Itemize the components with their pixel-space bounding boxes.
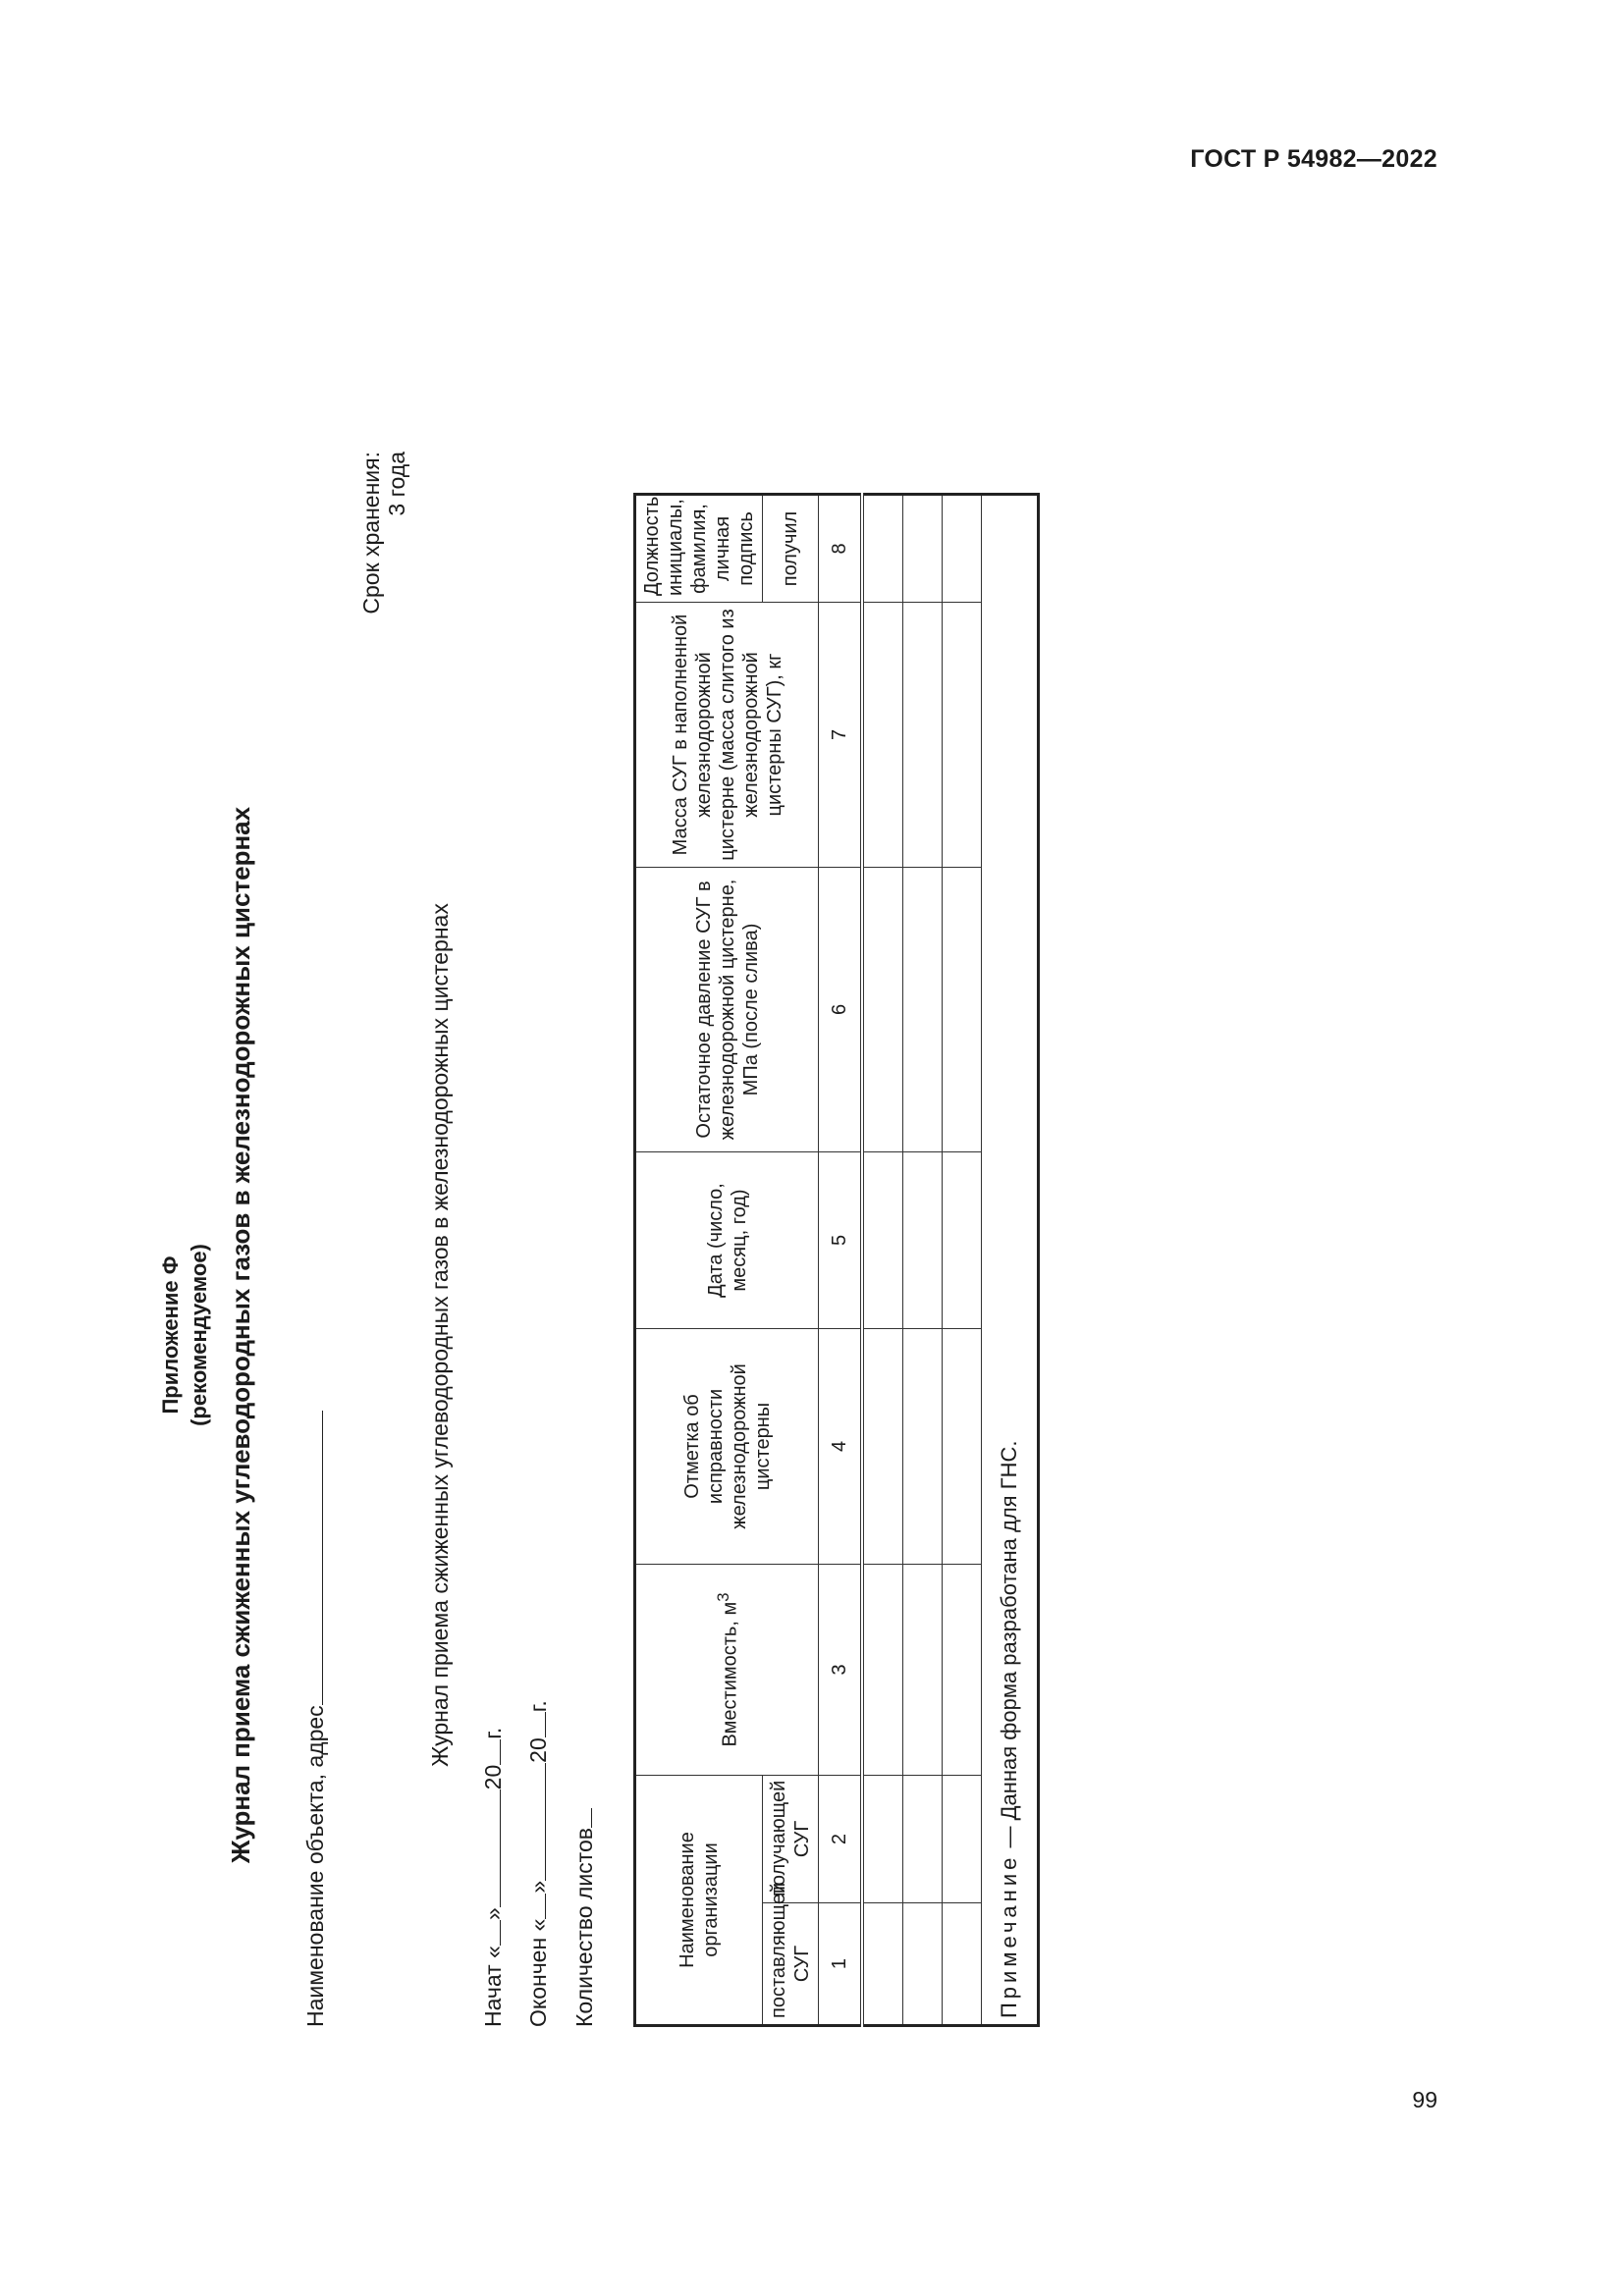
table-cell bbox=[903, 602, 943, 867]
table-cell bbox=[943, 1775, 982, 1902]
end-quote-close: » bbox=[525, 1880, 551, 1894]
form-title: Журнал приема сжиженных углеводородных газов в железнодорожных цистернах bbox=[226, 806, 255, 1864]
start-year-prefix: 20 bbox=[480, 1764, 506, 1790]
standard-code: ГОСТ Р 54982—2022 bbox=[1190, 145, 1437, 173]
end-date-field bbox=[525, 1700, 552, 2027]
start-month-line bbox=[480, 1789, 501, 1907]
sheet-count-label: Количество листов bbox=[571, 1828, 597, 2027]
column-number: 7 bbox=[819, 602, 863, 867]
table-header-row bbox=[635, 494, 763, 2025]
table-cell bbox=[862, 1564, 903, 1775]
end-label: Окончен « bbox=[525, 1918, 551, 2027]
capacity-header-sup: 3 bbox=[714, 1592, 733, 1602]
column-number-row bbox=[819, 494, 863, 2025]
signature-group-header: Должность, инициалы, фамилия, личная подпись bbox=[635, 494, 763, 602]
note-label: Примечание bbox=[997, 1853, 1021, 2018]
received-header: получил bbox=[763, 494, 819, 602]
table-cell bbox=[903, 1564, 943, 1775]
column-number: 4 bbox=[819, 1328, 863, 1564]
table-note-row bbox=[982, 494, 1039, 2025]
start-day-line bbox=[480, 1920, 501, 1946]
lpg-intake-table bbox=[633, 493, 1040, 2027]
table-cell bbox=[862, 1328, 903, 1564]
object-name-field bbox=[302, 1411, 329, 2027]
table-cell bbox=[862, 602, 903, 867]
table-cell bbox=[862, 1903, 903, 2026]
table-row bbox=[943, 494, 982, 2025]
supplier-header: поставляющей СУГ bbox=[763, 1903, 819, 2026]
table-cell bbox=[943, 1903, 982, 2026]
residual-pressure-header: Остаточное давление СУГ в железнодорожной цистерне, МПа (после слива) bbox=[635, 867, 819, 1151]
org-group-header: Наименование организации bbox=[635, 1775, 763, 2025]
table-cell bbox=[862, 867, 903, 1151]
table-cell bbox=[943, 602, 982, 867]
table-row bbox=[862, 494, 903, 2025]
storage-value: 3 года bbox=[384, 452, 409, 516]
receiver-header: получающей СУГ bbox=[763, 1775, 819, 1902]
end-year-line bbox=[525, 1712, 546, 1737]
table-note bbox=[982, 494, 1039, 2025]
table-cell bbox=[943, 1151, 982, 1328]
rotated-form-page bbox=[157, 452, 1139, 2218]
sheet-count-line bbox=[571, 1808, 592, 1828]
start-quote-close: » bbox=[480, 1907, 506, 1921]
start-year-suffix: г. bbox=[480, 1727, 506, 1739]
column-number: 6 bbox=[819, 867, 863, 1151]
page-number: 99 bbox=[1412, 2087, 1437, 2112]
object-name-label: Наименование объекта, адрес bbox=[302, 1705, 328, 2027]
end-month-line bbox=[525, 1763, 546, 1881]
start-year-line bbox=[480, 1739, 501, 1765]
storage-label: Срок хранения: bbox=[358, 452, 384, 614]
capacity-header-text: Вместимость, м bbox=[719, 1601, 741, 1747]
start-date-field bbox=[480, 1728, 507, 2027]
capacity-header bbox=[635, 1564, 819, 1775]
table-cell bbox=[862, 1775, 903, 1902]
table-cell bbox=[903, 494, 943, 602]
table-cell bbox=[903, 1903, 943, 2026]
start-label: Начат « bbox=[480, 1946, 506, 2027]
note-text: — Данная форма разработана для ГНС. bbox=[997, 1440, 1021, 1854]
end-year-prefix: 20 bbox=[525, 1737, 551, 1763]
table-cell bbox=[862, 1151, 903, 1328]
table-cell bbox=[903, 1328, 943, 1564]
column-number: 5 bbox=[819, 1151, 863, 1328]
table-cell bbox=[943, 494, 982, 602]
table-cell bbox=[943, 1564, 982, 1775]
mass-header: Масса СУГ в наполненной железнодорожной цистерне (масса слитого из железнодорожной цистерны СУГ), кг bbox=[635, 602, 819, 867]
end-year-suffix: г. bbox=[525, 1700, 551, 1713]
column-number: 8 bbox=[819, 494, 863, 602]
table-cell bbox=[862, 494, 903, 602]
serviceability-header: Отметка об исправности железнодорожной цистерны bbox=[635, 1328, 819, 1564]
date-header: Дата (число, месяц, год) bbox=[635, 1151, 819, 1328]
storage-period bbox=[358, 452, 409, 628]
annex-title: Приложение Ф bbox=[158, 1255, 183, 1415]
end-day-line bbox=[525, 1894, 546, 1919]
table-cell bbox=[903, 1151, 943, 1328]
column-number: 2 bbox=[819, 1775, 863, 1902]
table-cell bbox=[943, 1328, 982, 1564]
annex-status: (рекомендуемое) bbox=[187, 1244, 211, 1426]
table-cell bbox=[903, 1775, 943, 1902]
table-cell bbox=[903, 867, 943, 1151]
table-cell bbox=[943, 867, 982, 1151]
table-row bbox=[903, 494, 943, 2025]
sheet-count-field bbox=[571, 1808, 598, 2027]
object-name-line bbox=[302, 1411, 323, 1705]
column-number: 1 bbox=[819, 1903, 863, 2026]
column-number: 3 bbox=[819, 1564, 863, 1775]
journal-title: Журнал приема сжиженных углеводородных газов в железнодорожных цистернах bbox=[427, 903, 453, 1767]
